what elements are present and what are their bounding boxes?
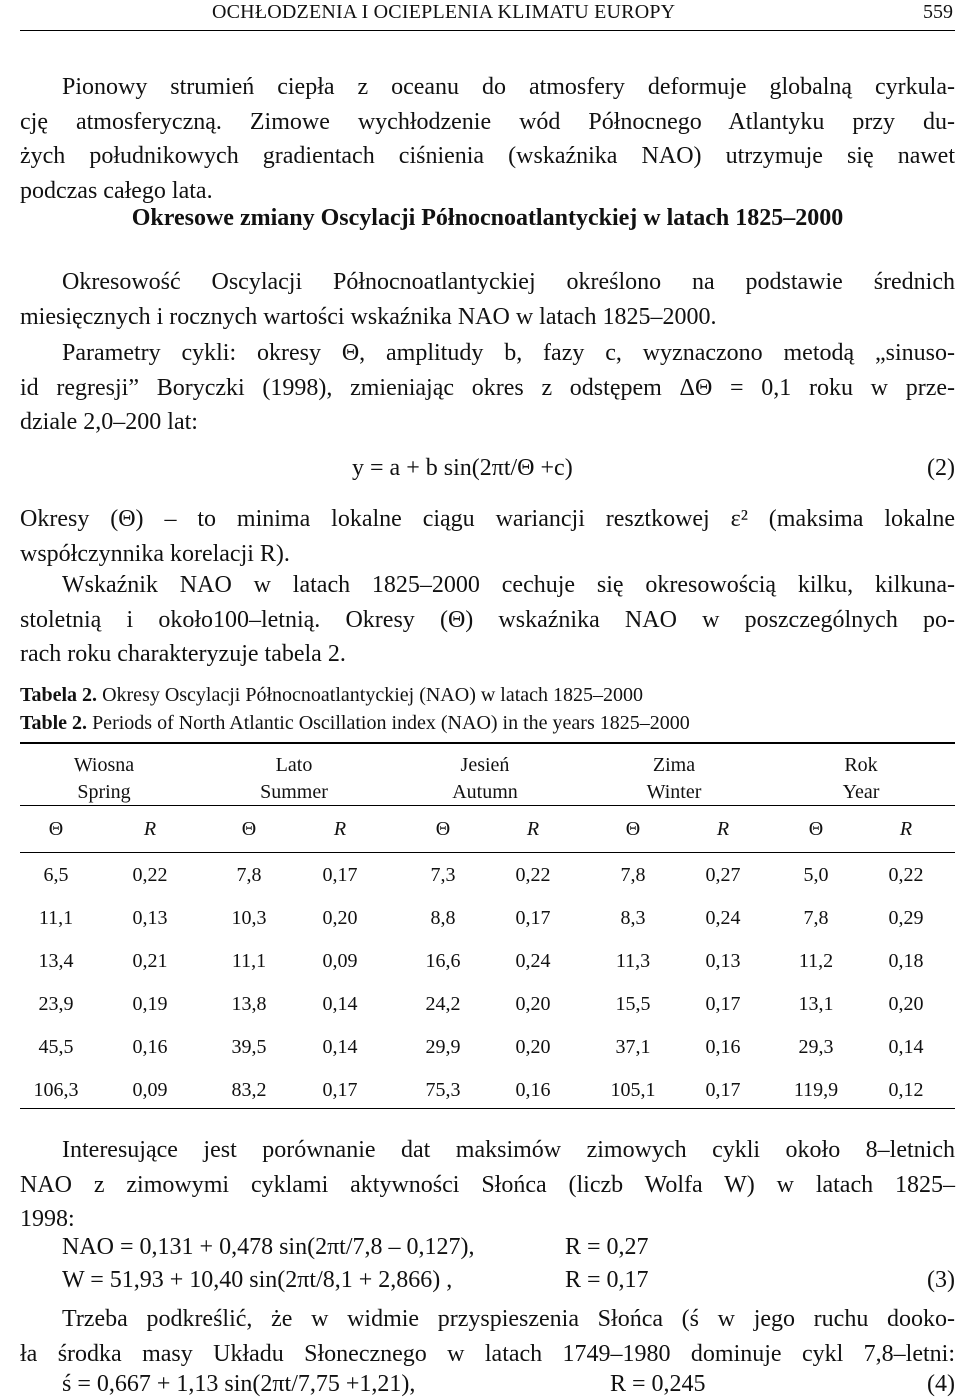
equation-3-line2: W = 51,93 + 10,40 sin(2πt/8,1 + 2,866) , [62, 1267, 453, 1293]
table-top-rule [20, 742, 955, 744]
season-header [791, 752, 931, 806]
text-line: Trzeba podkreślić, że w widmie przyspieszenia Słońca (ś w jego ruchu dooko- [62, 1306, 955, 1332]
table-cell: 7,8 [620, 864, 646, 886]
table-cell: 11,1 [231, 950, 267, 972]
text-line: Parametry cykli: okresy Θ, amplitudy b, fazy c, wyznaczono metodą „sinuso- [62, 340, 955, 366]
table-cell: 0,22 [132, 864, 168, 886]
season-header [224, 752, 364, 806]
text-line: Wskaźnik NAO w latach 1825–2000 cechuje się okresowością kilku, kilkuna- [62, 572, 955, 598]
table-cell: 15,5 [615, 993, 651, 1015]
table-cell: 0,20 [515, 993, 551, 1015]
table-cell: 0,13 [132, 907, 168, 929]
table-cell: 11,1 [38, 907, 74, 929]
season-name-en: Autumn [452, 781, 518, 803]
table-cell: 0,17 [322, 1079, 358, 1101]
table-cell: 0,20 [322, 907, 358, 929]
text-line: Interesujące jest porównanie dat maksimów zimowych cykli około 8–letnich [62, 1137, 955, 1163]
equation-3-line1: NAO = 0,131 + 0,478 sin(2πt/7,8 – 0,127), [62, 1234, 475, 1260]
column-subheader: R [716, 818, 730, 840]
table-cell: 13,8 [231, 993, 267, 1015]
table-cell: 0,17 [322, 864, 358, 886]
table-cell: 8,3 [620, 907, 646, 929]
table-cell: 29,9 [425, 1036, 461, 1058]
paragraph-5 [20, 568, 955, 672]
table-cell: 10,3 [231, 907, 267, 929]
table-cell: 0,14 [322, 1036, 358, 1058]
column-subheader: R [899, 818, 913, 840]
table-cell: 0,24 [705, 907, 741, 929]
section-heading: Okresowe zmiany Oscylacji Północnoatlantyckiej w latach 1825–2000 [131, 205, 844, 231]
paragraph-1 [20, 70, 955, 208]
table-cell: 0,29 [888, 907, 924, 929]
equation-4-r: R = 0,245 [610, 1371, 706, 1397]
table-cell: 24,2 [425, 993, 461, 1015]
column-subheader: R [143, 818, 157, 840]
table-cell: 39,5 [231, 1036, 267, 1058]
text-line: rach roku charakteryzuje tabela 2. [20, 641, 346, 667]
table-cell: 0,13 [705, 950, 741, 972]
text-line: id regresji” Boryczki (1998), zmieniając okres z odstępem ΔΘ = 0,1 roku w prze- [20, 374, 955, 401]
column-subheader: R [333, 818, 347, 840]
text-line: Okresy (Θ) – to minima lokalne ciągu wariancji resztkowej ε² (maksima lokalne [20, 506, 955, 532]
table-cell: 13,4 [38, 950, 74, 972]
season-name-en: Year [842, 781, 880, 803]
text-line: ła środka masy Układu Słonecznego w latach 1749–1980 dominuje cykl 7,8–letni: [20, 1340, 955, 1367]
paragraph-2 [20, 265, 955, 334]
paragraph-4 [20, 502, 955, 571]
column-subheader: Θ [808, 818, 824, 840]
equation-4: ś = 0,667 + 1,13 sin(2πt/7,75 +1,21), [62, 1371, 416, 1397]
table-cell: 0,09 [322, 950, 358, 972]
table-caption-en [20, 712, 690, 735]
equation-3-line1-r: R = 0,27 [565, 1234, 649, 1260]
caption-text: Okresy Oscylacji Północnoatlantyckiej (NAO) w latach 1825–2000 [97, 684, 644, 706]
table-cell: 0,16 [515, 1079, 551, 1101]
season-name-pl: Jesień [460, 754, 510, 776]
column-subheader: Θ [241, 818, 257, 840]
text-line: NAO z zimowymi cyklami aktywności Słońca (liczb Wolfa W) w latach 1825– [20, 1171, 955, 1198]
season-name-pl: Rok [844, 754, 878, 776]
table-cell: 0,14 [888, 1036, 924, 1058]
table-cell: 0,24 [515, 950, 551, 972]
table-cell: 11,2 [798, 950, 834, 972]
running-head [20, 0, 955, 31]
season-name-en: Winter [646, 781, 702, 803]
text-line: współczynnika korelacji R). [20, 540, 290, 567]
table-cell: 0,09 [132, 1079, 168, 1101]
table-cell: 0,21 [132, 950, 168, 972]
table-cell: 29,3 [798, 1036, 834, 1058]
table-cell: 7,8 [236, 864, 262, 886]
text-line: żych południkowych gradientach ciśnienia (wskaźnika NAO) utrzymuje się nawet [20, 143, 955, 169]
text-line: 1998: [20, 1206, 75, 1232]
table-cell: 105,1 [610, 1079, 656, 1101]
table-cell: 0,14 [322, 993, 358, 1015]
season-name-en: Summer [260, 781, 328, 803]
text-line: miesięcznych i rocznych wartości wskaźnika NAO w latach 1825–2000. [20, 303, 717, 330]
table-cell: 0,20 [888, 993, 924, 1015]
column-subheader: Θ [48, 818, 64, 840]
text-line: podczas całego lata. [20, 177, 213, 204]
page-number: 559 [923, 1, 953, 23]
table-cell: 0,22 [515, 864, 551, 886]
equation-4-number: (4) [927, 1371, 955, 1397]
table-cell: 0,22 [888, 864, 924, 886]
table-cell: 106,3 [33, 1079, 79, 1101]
table-cell: 0,17 [515, 907, 551, 929]
caption-label: Table 2. [20, 712, 88, 734]
table-cell: 0,20 [515, 1036, 551, 1058]
table-cell: 0,17 [705, 1079, 741, 1101]
equation-3-number: (3) [927, 1267, 955, 1293]
paragraph-7 [20, 1302, 955, 1371]
table-cell: 7,3 [430, 864, 456, 886]
caption-label: Tabela 2. [20, 684, 98, 706]
season-name-pl: Wiosna [73, 754, 135, 776]
column-subheader: Θ [625, 818, 641, 840]
running-head-title: OCHŁODZENIA I OCIEPLENIA KLIMATU EUROPY [212, 1, 676, 23]
equation-2: y = a + b sin(2πt/Θ +c) [352, 455, 573, 481]
table-cell: 0,16 [132, 1036, 168, 1058]
table-cell: 7,8 [803, 907, 829, 929]
column-subheader: R [526, 818, 540, 840]
text-line: dziale 2,0–200 lat: [20, 409, 198, 435]
table-cell: 0,16 [705, 1036, 741, 1058]
text-line: Okresowość Oscylacji Północnoatlantyckiej określono na podstawie średnich [62, 269, 955, 295]
equation-3-line2-r: R = 0,17 [565, 1267, 649, 1293]
text-line: cję atmosferyczną. Zimowe wychłodzenie wód Północnego Atlantyku przy du- [20, 108, 955, 135]
season-header [415, 752, 555, 806]
season-name-pl: Zima [652, 754, 696, 776]
table-cell: 0,18 [888, 950, 924, 972]
table-cell: 0,19 [132, 993, 168, 1015]
table-cell: 0,17 [705, 993, 741, 1015]
season-name-en: Spring [77, 781, 131, 803]
table-cell: 0,12 [888, 1079, 924, 1101]
table-bottom-rule [20, 1108, 955, 1109]
table-cell: 16,6 [425, 950, 461, 972]
table-cell: 13,1 [798, 993, 834, 1015]
season-header [34, 752, 174, 806]
table-cell: 23,9 [38, 993, 74, 1015]
table-cell: 11,3 [615, 950, 651, 972]
table-cell: 5,0 [803, 864, 829, 886]
paragraph-3 [20, 336, 955, 440]
table-cell: 45,5 [38, 1036, 74, 1058]
season-header [604, 752, 744, 806]
season-name-pl: Lato [275, 754, 313, 776]
table-cell: 8,8 [430, 907, 456, 929]
table-cell: 75,3 [425, 1079, 461, 1101]
caption-text: Periods of North Atlantic Oscillation index (NAO) in the years 1825–2000 [87, 712, 690, 734]
column-subheader: Θ [435, 818, 451, 840]
table-subheader-rule [20, 852, 955, 853]
table-cell: 119,9 [793, 1079, 839, 1101]
table-cell: 0,27 [705, 864, 741, 886]
text-line: Pionowy strumień ciepła z oceanu do atmosfery deformuje globalną cyrkula- [62, 74, 955, 100]
table-cell: 83,2 [231, 1079, 267, 1101]
equation-2-number: (2) [927, 455, 955, 481]
paragraph-6 [20, 1133, 955, 1237]
text-line: stoletnią i około100–letnią. Okresy (Θ) wskaźnika NAO w poszczególnych po- [20, 606, 955, 633]
table-cell: 37,1 [615, 1036, 651, 1058]
table-cell: 6,5 [43, 864, 69, 886]
table-caption-pl [20, 684, 643, 707]
